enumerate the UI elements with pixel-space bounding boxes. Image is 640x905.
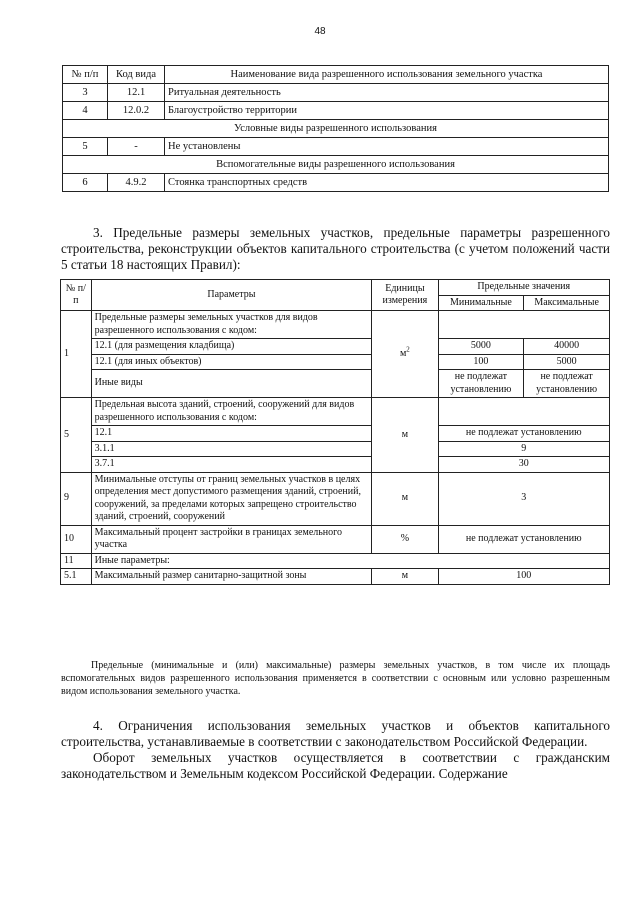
row-number: 6 — [63, 174, 108, 192]
limit-value: 3 — [438, 472, 609, 525]
row-number: 5 — [61, 398, 92, 473]
unit-superscript: 2 — [406, 345, 410, 354]
empty-cell — [438, 398, 609, 426]
unit-cell — [372, 311, 438, 398]
min-value: не подлежат установлению — [438, 370, 524, 398]
column-header: Наименование вида разрешенного использования земельного участка — [165, 66, 609, 84]
unit-cell: м — [372, 398, 438, 473]
parameter-sub-label: 12.1 (для иных объектов) — [91, 354, 372, 370]
column-header: № п/п — [61, 280, 92, 311]
use-code: 12.1 — [108, 84, 165, 102]
table-row — [61, 354, 610, 370]
table-row — [61, 339, 610, 355]
limit-value: не подлежат установлению — [438, 525, 609, 553]
limit-value: 9 — [438, 441, 609, 457]
table-row — [61, 472, 610, 525]
column-header: Единицы измерения — [372, 280, 438, 311]
min-value: 5000 — [438, 339, 524, 355]
table-row — [63, 174, 609, 192]
use-code: 12.0.2 — [108, 102, 165, 120]
permitted-uses-table — [62, 65, 609, 192]
section-header-row — [63, 156, 609, 174]
max-value: не подлежат установлению — [524, 370, 610, 398]
parameter-title: Предельная высота зданий, строений, сооружений для видов разрешенного использования с кодом: — [91, 398, 372, 426]
use-code: 4.9.2 — [108, 174, 165, 192]
parameter-sub-label: Иные виды — [91, 370, 372, 398]
row-number: 4 — [63, 102, 108, 120]
footnote-paragraph: Предельные (минимальные и (или) максимальные) размеры земельных участков, в том числе их площадь вспомогательных видов разрешенного использования применяется в соответствии с основным или условно разрешенным видом использования земельного участка. — [61, 660, 610, 697]
column-header: Минимальные — [438, 295, 524, 311]
parameters-table — [60, 279, 610, 585]
use-name: Стоянка транспортных средств — [165, 174, 609, 192]
table-header-row — [63, 66, 609, 84]
column-header: Максимальные — [524, 295, 610, 311]
table-row — [61, 569, 610, 585]
limit-value: 100 — [438, 569, 609, 585]
unit-label: м — [399, 347, 407, 359]
section-4 — [61, 718, 610, 782]
parameter-sub-label: 12.1 — [91, 426, 372, 442]
table-row — [63, 102, 609, 120]
table-row — [61, 370, 610, 398]
page-number: 48 — [314, 26, 326, 37]
table-footnote — [61, 659, 610, 698]
row-number: 1 — [61, 311, 92, 398]
unit-cell: м — [372, 569, 438, 585]
table-row — [61, 398, 610, 426]
use-name: Не установлены — [165, 138, 609, 156]
table-row — [61, 311, 610, 339]
conditional-uses-header: Условные виды разрешенного использования — [63, 120, 609, 138]
parameter-title: Максимальный размер санитарно-защитной зоны — [91, 569, 372, 585]
auxiliary-uses-header: Вспомогательные виды разрешенного использования — [63, 156, 609, 174]
section-3-paragraph: 3. Предельные размеры земельных участков, предельные параметры разрешенного строительства, реконструкции объектов капитального строительства (с учетом положений части 5 статьи 18 настоящих Правил): — [61, 225, 610, 272]
table-row — [61, 457, 610, 473]
unit-cell: % — [372, 525, 438, 553]
use-code: - — [108, 138, 165, 156]
parameter-sub-label: 12.1 (для размещения кладбища) — [91, 339, 372, 355]
column-header: Предельные значения — [438, 280, 609, 296]
min-value: 100 — [438, 354, 524, 370]
row-number: 9 — [61, 472, 92, 525]
row-number: 5 — [63, 138, 108, 156]
column-header: № п/п — [63, 66, 108, 84]
limit-value: 30 — [438, 457, 609, 473]
max-value: 5000 — [524, 354, 610, 370]
limit-value: не подлежат установлению — [438, 426, 609, 442]
row-number: 5.1 — [61, 569, 92, 585]
parameter-sub-label: 3.7.1 — [91, 457, 372, 473]
table-row — [61, 441, 610, 457]
section-3-intro — [61, 225, 610, 273]
parameter-title: Предельные размеры земельных участков для видов разрешенного использования с кодом: — [91, 311, 372, 339]
parameter-title: Максимальный процент застройки в границах земельного участка — [91, 525, 372, 553]
unit-cell: м — [372, 472, 438, 525]
parameter-sub-label: 3.1.1 — [91, 441, 372, 457]
column-header: Параметры — [91, 280, 372, 311]
parameter-title: Иные параметры: — [91, 553, 609, 569]
table-row — [61, 426, 610, 442]
table-row — [63, 84, 609, 102]
table-row — [61, 525, 610, 553]
table-row — [63, 138, 609, 156]
empty-cell — [438, 311, 609, 339]
table-header-row — [61, 280, 610, 296]
table-row — [61, 553, 610, 569]
row-number: 3 — [63, 84, 108, 102]
max-value: 40000 — [524, 339, 610, 355]
section-4-paragraph: 4. Ограничения использования земельных участков и объектов капитального строительства, устанавливаемые в соответствии с законодательством Российской Федерации. — [61, 718, 610, 749]
row-number: 11 — [61, 553, 92, 569]
use-name: Благоустройство территории — [165, 102, 609, 120]
column-header: Код вида — [108, 66, 165, 84]
use-name: Ритуальная деятельность — [165, 84, 609, 102]
parameter-title: Минимальные отступы от границ земельных участков в целях определения мест допустимого размещения зданий, строений, сооружений, за пределами которых запрещено строительство зданий, строений, сооружений — [91, 472, 372, 525]
row-number: 10 — [61, 525, 92, 553]
section-4-paragraph-2: Оборот земельных участков осуществляется в соответствии с гражданским законодательством и Земельным кодексом Российской Федерации. Содержание — [61, 750, 610, 781]
section-header-row — [63, 120, 609, 138]
